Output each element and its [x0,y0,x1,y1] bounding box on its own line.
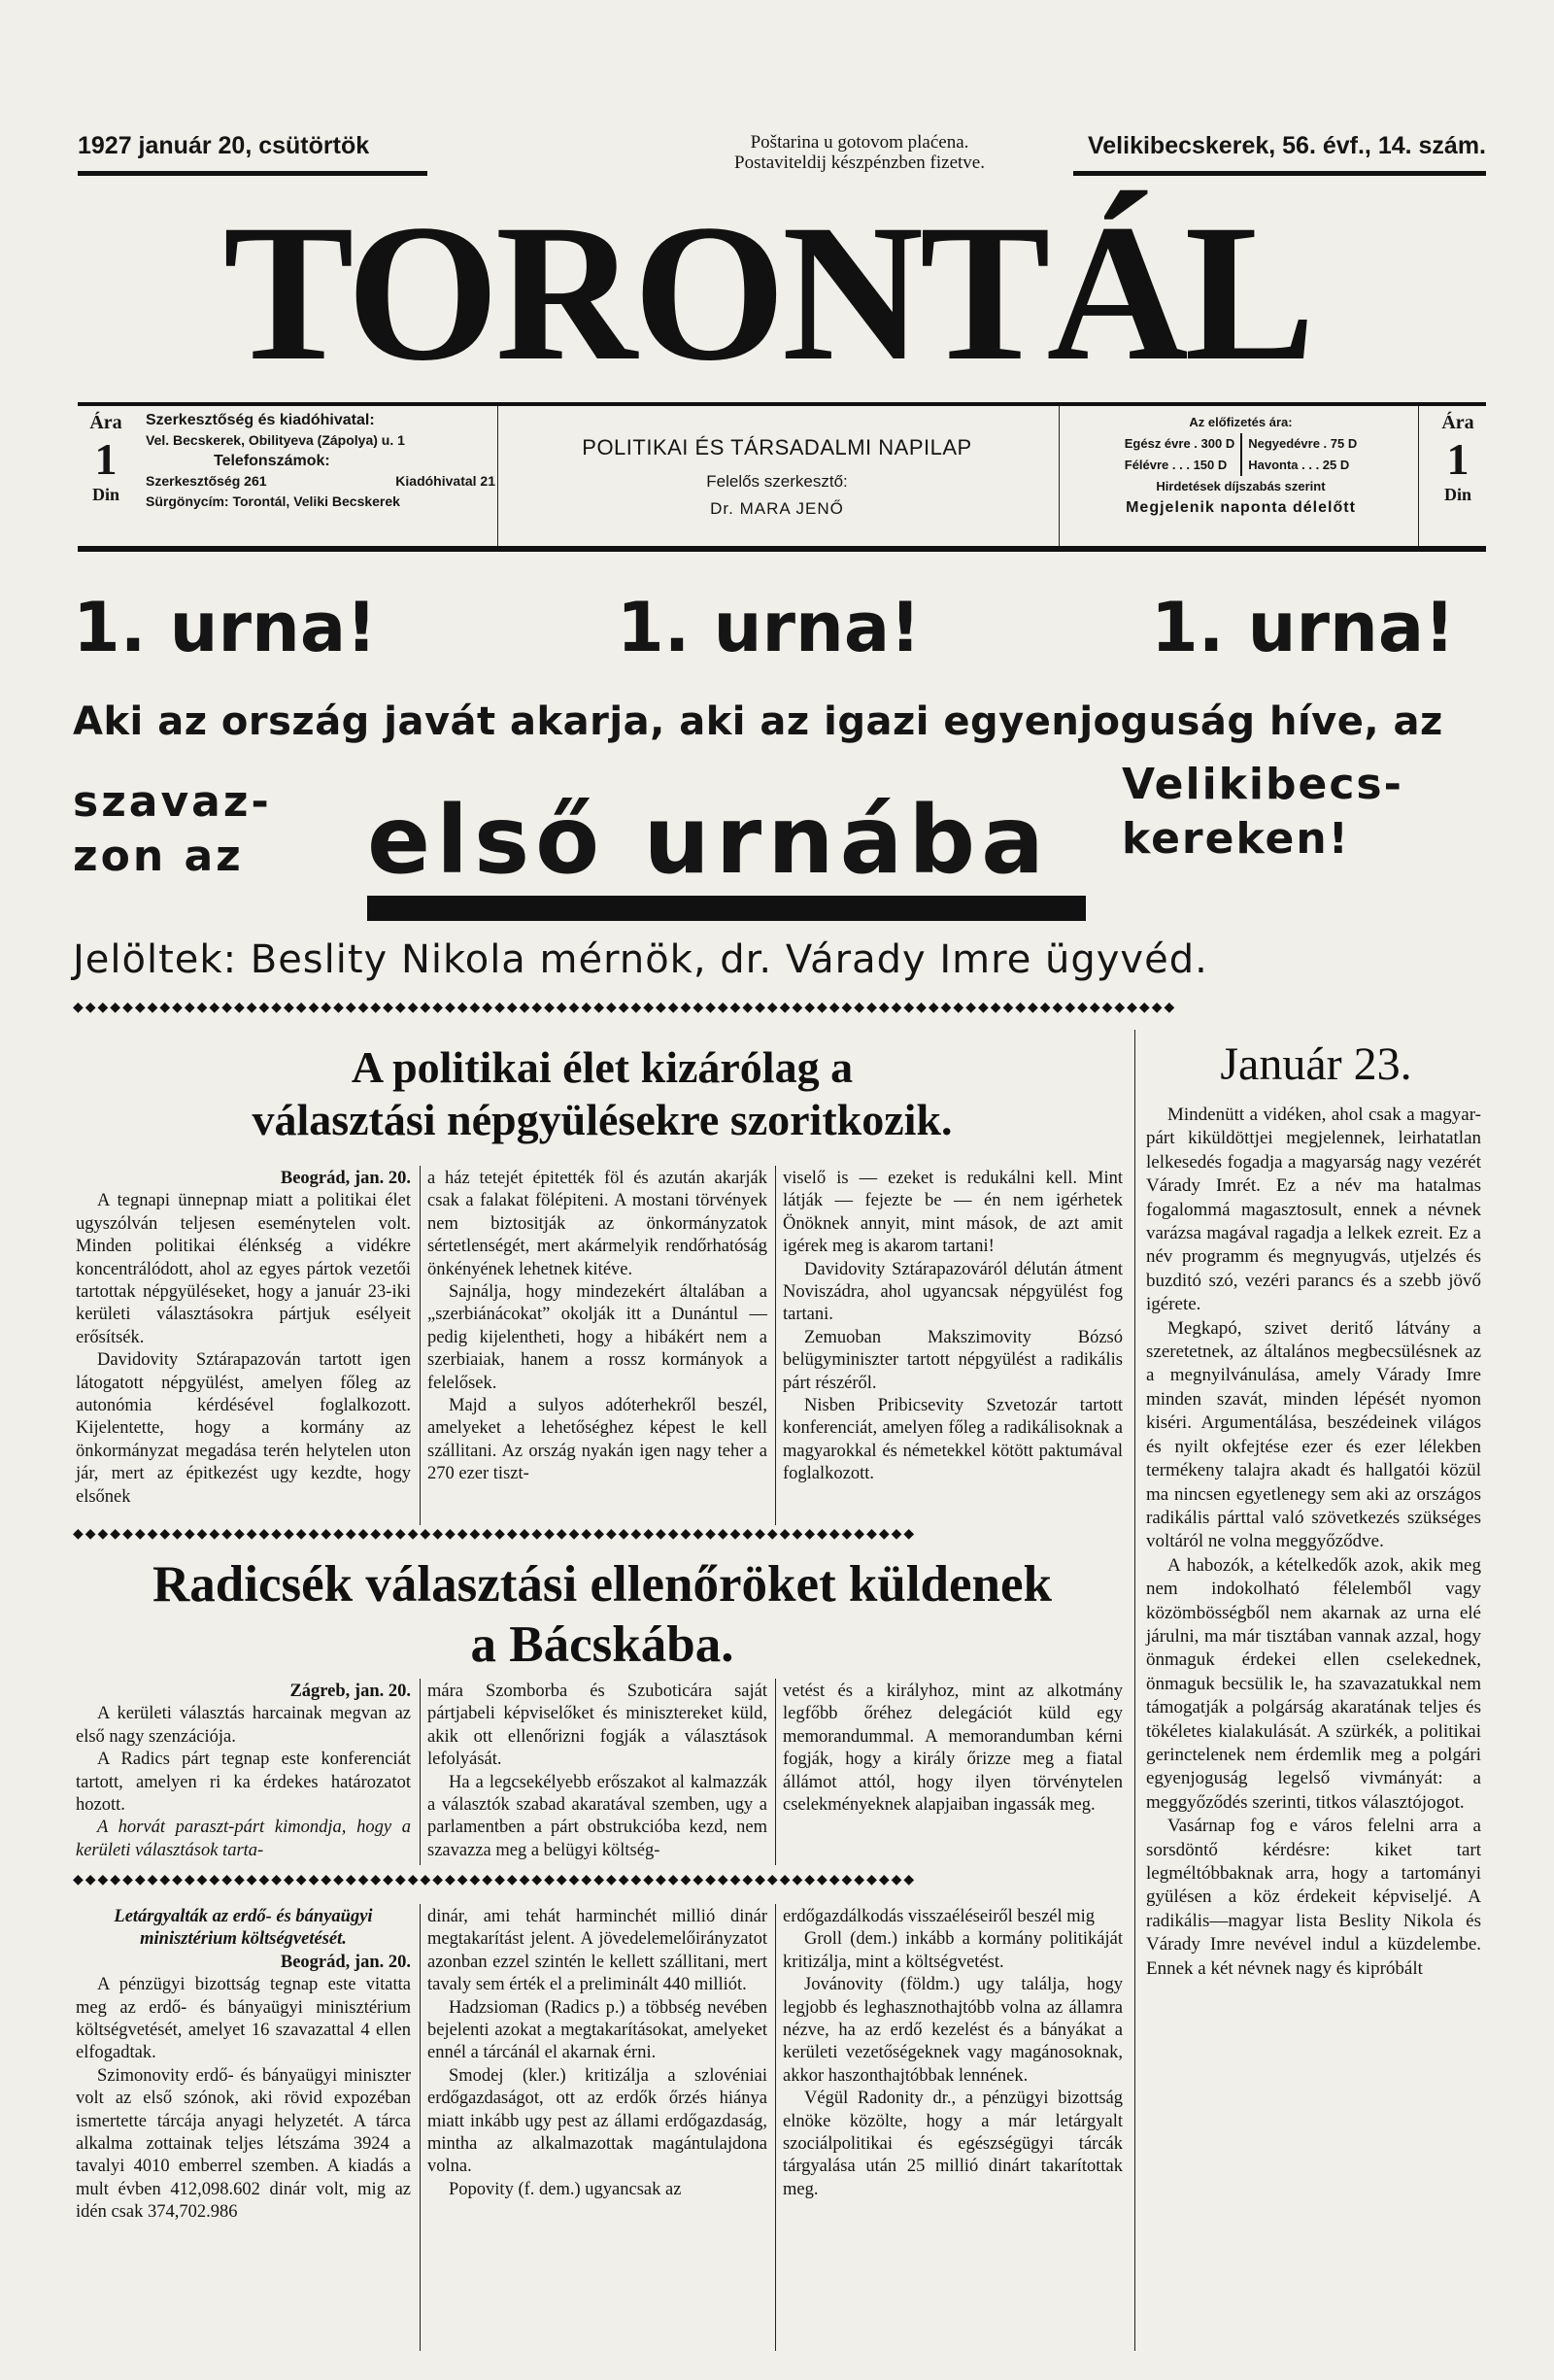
sidebar-column [1146,1104,1481,1981]
band-divider-3 [1418,406,1419,548]
subscription-info [1068,412,1413,519]
article2-headline-2: a Bácskába. [470,1616,734,1673]
office-address: Vel. Becskerek, Obilityeva (Zápolya) u. 1 [146,432,405,448]
telegram-address: Sürgönycím: Torontál, Veliki Becskerek [146,493,400,509]
price-label-right: Ára [1441,412,1474,433]
article1-col2-p0: a ház tetejét épitették föl és azután akarják csak a falakat fölépiteni. A mostani törvények nem biztositják az önkormányzatok sértetlenségét, mert akármelyik rendőrhatóság önkényének lehetnek kitéve. [427,1169,767,1279]
sidebar-p2: Megkapó, szivet deritő látvány a szeretetnek, az általános megbecsülésnek az a megnyilvánulása, amely Várady Imre minden szavát, minden lépését nyomon kiséri. Argumentálása, beszédeinek világos és nyilt okfejtése ezer és ezer lélekben termékeny talajra akadt és hallgatói közül ma nincsen egyetlenegy sem aki az országos radikális párttal való szövetkezés szükséges voltáról ne volna meggyőződve. [1146,1317,1481,1552]
phone-editorial: Szerkesztőség 261 [146,473,267,489]
article3-headline: Letárgyalták az erdő- és bányaügyi minisztérium költségvetését. [114,1907,373,1950]
article2-rule-2 [775,1679,776,1865]
article1-col2 [427,1168,767,1486]
article1-col2-p1: Sajnálja, hogy mindezekért általában a „szerbiánácokat” okolják itt a Dunántul — pedig kijelentheti, hogy a hibákért nem a szerbiaiak, hanem a rossz kormányok a felelősek. [427,1282,767,1393]
article2-headline-1: Radicsék választási ellenőröket küldenek [152,1556,1053,1613]
sidebar-p1: Mindenütt a vidéken, ahol csak a magyar-párt kiküldöttjei megjelennek, leirhatatlan lelkesedés fogadja a magyarság nagy vezérét Várady Imrét. Ez a név ma hatalmas fogalommá magasztosult, ennek a névnek varázsa magával ragadja a lelkek ezreit. Ez a név programm és megnyugvás, utjelzés és buzditó szó, vezéri parancs és a szebb jövő igérete. [1146,1105,1481,1315]
article3-col2 [427,1906,767,2201]
article2-col3 [783,1681,1123,1817]
article2-col2-p1: Ha a legcsekélyebb erőszakot al kalmazzák a választók szabad akaratával szemben, ugy a parlamentben a párt obstrukcióba kezd, nem szavazza meg a belügyi költség- [427,1772,767,1860]
subs-col-2 [1240,433,1357,476]
phone-row [146,471,495,492]
masthead-title: TORONTÁL [222,184,1312,401]
sidebar-p4: Vasárnap fog e város felelni arra a sorsdöntő kérdésre: kiket tart legméltóbbaknak arra, hogy a tartományi gyülésen a köz érdekeit képviseljé. A radikális—magyar lista Beslity Nikola és Várady Imre nevével indul a küzdelembe. Ennek a két névnek nagy és kipróbált [1146,1816,1481,1979]
phones-heading: Telefonszámok: [214,453,330,469]
article2-col1-p2: A Radics párt tegnap este konferenciát tartott, amelyen ri ka érdekes határozatot hozott. [76,1750,411,1816]
diamond-divider-1: ◆◆◆◆◆◆◆◆◆◆◆◆◆◆◆◆◆◆◆◆◆◆◆◆◆◆◆◆◆◆◆◆◆◆◆◆◆◆◆◆◆◆◆◆◆◆◆◆◆◆◆◆◆◆◆◆◆◆◆◆◆◆◆◆◆◆◆◆◆◆◆◆◆◆◆◆◆◆◆◆◆◆◆◆◆◆◆◆◆ [73,1001,1177,1015]
band-rule-bottom [78,546,1486,552]
urna-left: 1. urna! [73,588,378,667]
article3-col2-p2: Smodej (kler.) kritizálja a szlovéniai erdőgazdaságot, ott az erdők őrzés hiánya miatt inkább ugy pest az állami erdőgazdaság, mintha az alkalmazottak magántulajdona volna. [427,2065,767,2177]
info-band [78,406,1486,552]
diamond-divider-2: ◆◆◆◆◆◆◆◆◆◆◆◆◆◆◆◆◆◆◆◆◆◆◆◆◆◆◆◆◆◆◆◆◆◆◆◆◆◆◆◆◆◆◆◆◆◆◆◆◆◆◆◆◆◆◆◆◆◆◆◆◆◆◆◆◆◆◆◆ [73,1527,917,1542]
subs-year: Egész évre . 300 D [1124,436,1235,451]
sidebar-p3: A habozók, a kételkedők azok, akik meg nem indokolható félelemből vagy közömbösségből nem akarnak az urna elé járulni, ma már tisztában vannak azzal, hogy önmaguk érdekei ellen cselekednek, önmaguk becsülik le, ha szavazatukkal nem támogatják a polgárság akaratának teljes és tökéletes kialakulását. A szürkék, a politikai gerinctelenek nem érdemlik meg a polgári egyenjoguság legelső vivmányát: a meggyőződés szerinti, titkos választójogot. [1146,1554,1481,1813]
place-and-issue: Velikibecskerek, 56. évf., 14. szám. [1087,132,1486,159]
paper-description [495,435,1059,521]
article2-col1-p1: A kerületi választás harcainak megvan az első nagy szenzációja. [76,1704,411,1747]
top-line [78,132,1486,171]
article3-col3-p1: Groll (dem.) inkább a kormány politikáját kritizálja, mint a költségvetést. [783,1929,1123,1972]
article3-dateline: Beográd, jan. 20. [280,1952,411,1972]
band-divider-2 [1059,406,1060,548]
article2-col2-p0: mára Szomborba és Szuboticára saját pártjabeli képviselőket és minisztereket küld, akik ott ellenőrizni fogják a választások lefolyását. [427,1682,767,1770]
article3-col2-p0: dinár, ami tehát harminchét millió dinár megtakarítást jelent. A jövedelemelőirányzatot azonban ezzel szintén le kellett szállitani, mert tavaly sem érték el a preliminált 440 milliót. [427,1907,767,1995]
article2-col3-p0: vetést és a királyhoz, mint az alkotmány legfőbb őréhez delegációt küld egy memorandummal. A memorandumban kérni fogják, hogy a király őrizze meg a fiatal állámot attól, hogy ilyen törvénytelen cselekményeknek alapjaiban ingassák meg. [783,1682,1123,1816]
slogan-left-1: szavaz- [73,777,272,827]
subs-heading: Az előfizetés ára: [1189,415,1293,429]
article3-col3-p2: Jovánovity (földm.) ugy találja, hogy legjobb és leghasznothajtóbb volna az államra nézve, ha az erdő kezelést és a bányákat a kerületi vezetőségeknek vagy magánosoknak, akkor haszonthajtóbbak lennének. [783,1975,1123,2086]
article1-headline-2: választási népgyülésekre szoritkozik. [252,1095,953,1144]
phone-publisher: Kiadóhivatal 21 [395,473,495,489]
slogan-right-1: Velikibecs- [1122,760,1403,809]
article3-col3-p3: Végül Radonity dr., a pénzügyi bizottság elnöke közölte, hogy a már letárgyalt szociálpolitikai és egészségügyi tárcák tárgyalása után 25 millió dinárt takarítottak meg. [783,2089,1123,2199]
subs-half: Félévre . . . 150 D [1124,458,1228,472]
price-left [78,412,134,505]
subs-quarter: Negyedévre . 75 D [1248,436,1358,451]
article1-col2-p2: Majd a sulyos adóterhekről beszél, amelyeket a lehetőséghez képest le kell szállitani. Az ország nyakán igen nagy teher a 270 ezer tiszt- [427,1396,767,1484]
article1-col3-p0: viselő is — ezeket is redukálni kell. Mint látják — fejezte be — én nem igérhetek Önöknek annyit, mint mások, de azt amit igérek meg is akarom tartani! [783,1169,1123,1257]
postage-line-2: Postaviteldij készpénzben fizetve. [734,153,985,173]
price-value-right: 1 [1446,434,1470,484]
article2-col1 [76,1681,411,1862]
election-slogan: Aki az ország javát akarja, aki az igazi egyenjoguság híve, az [73,699,1443,744]
slogan-left [73,775,272,884]
article3-col2-p1: Hadzsioman (Radics p.) a többség nevében bejelenti azokat a megtakarításokat, amelyeket ennél a tárcánál el akarnak érni. [427,1997,767,2063]
editor-name: Dr. MARA JENŐ [710,499,844,518]
article3-col1 [76,1906,411,2225]
urna-banner [73,588,1486,675]
paper-subtitle: POLITIKAI ÉS TÁRSADALMI NAPILAP [582,435,972,459]
slogan-right-2: kereken! [1122,814,1350,864]
article2-col2 [427,1681,767,1862]
top-rule-left [78,171,427,176]
price-currency: Din [91,485,119,504]
article1-rule-1 [420,1166,421,1525]
office-heading: Szerkesztőség és kiadóhivatal: [146,412,375,428]
subs-month: Havonta . . . 25 D [1248,458,1350,472]
postage-line-1: Poštarina u gotovom plaćena. [750,132,969,153]
article1-col3-p3: Nisben Pribicsevity Szvetozár tartott konferenciát, amelyen főleg a radikálisoknak a magyarokkal és németekkel kötött paktumával foglalkozott. [783,1396,1123,1484]
subs-grid [1068,433,1413,476]
slogan-left-2: zon az [73,832,244,881]
article1-headline [73,1041,1132,1146]
editor-label: Felelős szerkesztő: [706,472,848,491]
sidebar-rule [1134,1030,1135,2351]
article3-col3 [783,1906,1123,2201]
issue-date: 1927 január 20, csütörtök [78,132,370,159]
article1-col3-p2: Zemuoban Makszimovity Bózsó belügyminiszter tartott népgyülést a radikális párt részéről. [783,1327,1123,1393]
article1-col1 [76,1168,411,1509]
price-right [1430,412,1486,505]
article1-rule-2 [775,1166,776,1525]
article1-headline-1: A politikai élet kizárólag a [351,1042,854,1092]
article3-rule-2 [775,1904,776,2351]
article3-col3-p0: erdőgazdálkodás visszaéléseiről beszél mig [783,1907,1096,1926]
top-rule-right [1073,171,1486,176]
article2-col1-p3: A horvát paraszt-párt kimondja, hogy a kerületi választások tarta- [76,1818,411,1860]
article3-col1-p1: A pénzügyi bizottság tegnap este vitatta meg az erdő- és bányaügyi minisztérium költségvetését, amelyet 16 szavazattal 4 ellen elfogadtak. [76,1975,411,2063]
first-urn-bar [367,896,1086,921]
article2-dateline: Zágreb, jan. 20. [289,1682,411,1701]
article3-col2-p3: Popovity (f. dem.) ugyancsak az [449,2179,682,2199]
price-label: Ára [89,412,122,433]
diamond-divider-3: ◆◆◆◆◆◆◆◆◆◆◆◆◆◆◆◆◆◆◆◆◆◆◆◆◆◆◆◆◆◆◆◆◆◆◆◆◆◆◆◆◆◆◆◆◆◆◆◆◆◆◆◆◆◆◆◆◆◆◆◆◆◆◆◆◆◆◆◆ [73,1873,917,1887]
article3-rule-1 [420,1904,421,2351]
article3-col1-p2: Szimonovity erdő- és bányaügyi miniszter volt az első szónok, aki rövid expozéban ismertette tárcája anyagi helyzetét. A tárca alkalma zottainak teljes létszáma 3924 a tavalyi 4010 emberrel szemben. A kiadás a mult évben 412,098.602 dinár volt, mig az idén csak 374,702.986 [76,2065,411,2223]
slogan-right [1122,758,1403,867]
urna-center: 1. urna! [617,588,922,667]
article2-rule-1 [420,1679,421,1865]
ads-line: Hirdetések díjszabás szerint [1156,479,1326,493]
article1-col1-p1: A tegnapi ünnepnap miatt a politikai élet ugyszólván teljesen eseménytelen volt. Minden politikai élénkség a vidékre koncentrálódott, ahol az egyes pártok vezetői tartottak népgyüléseket, hogy a január 23-iki kerületi választásokra pártjuk esélyeit erősítsék. [76,1191,411,1347]
price-currency-right: Din [1443,485,1471,504]
urna-right: 1. urna! [1151,588,1456,667]
postage-note [699,132,1020,173]
first-urn-text: első urnába [367,786,1050,895]
article1-col3-p1: Davidovity Sztárapazováról délután átment Noviszádra, ahol ugyancsak népgyülést fog tartani. [783,1259,1123,1325]
article1-col3 [783,1168,1123,1486]
candidates-line: Jelöltek: Beslity Nikola mérnök, dr. Várady Imre ügyvéd. [73,937,1208,982]
article2-headline [73,1554,1132,1675]
subs-col-1 [1125,433,1234,476]
appears-line: Megjelenik naponta délelőtt [1126,499,1356,516]
article1-col1-p2: Davidovity Sztárapazován tartott igen látogatott népgyülést, amelyen főleg az autonómia kérdésével foglalkozott. Kijelentette, hogy a kormány az önkormányzat megadása terén helytelen uton jár, mert az épitkezést ugy kezdte, hogy elsőnek [76,1350,411,1507]
price-value: 1 [94,434,118,484]
sidebar-title: Január 23. [1220,1038,1412,1090]
article1-dateline: Beográd, jan. 20. [280,1169,411,1188]
